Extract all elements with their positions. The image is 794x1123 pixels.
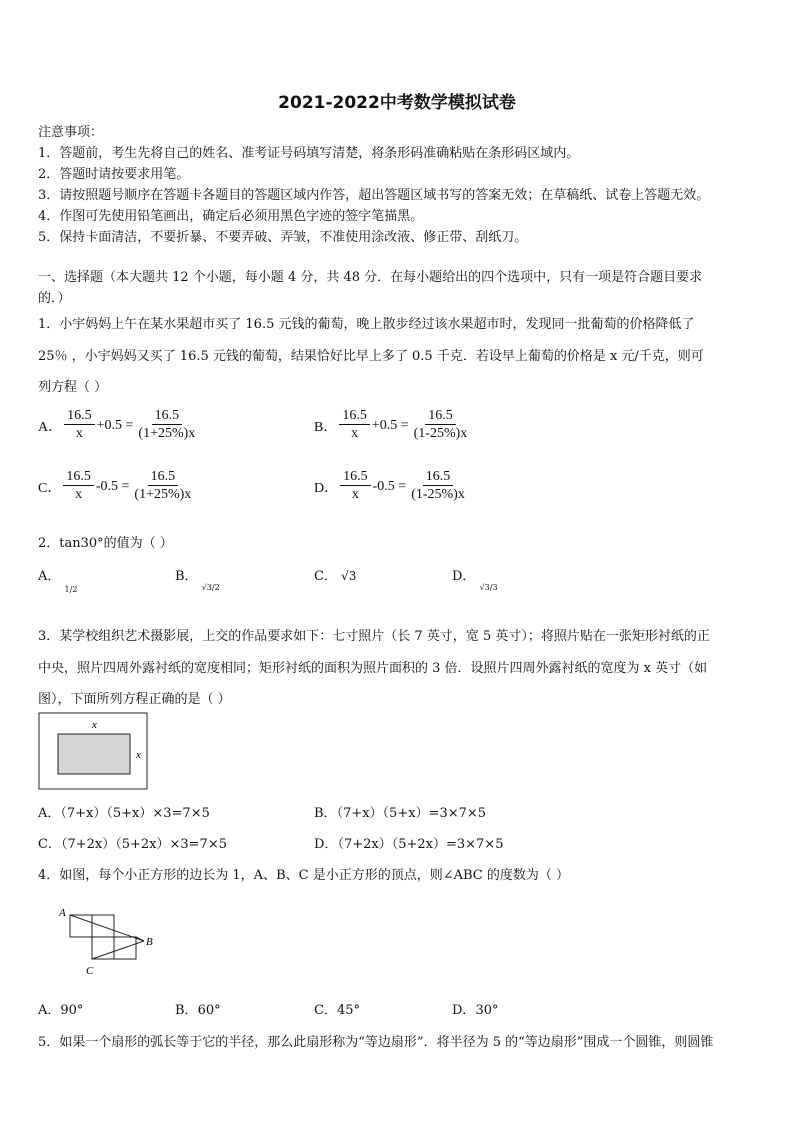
fraction: $\frac{16.5}{x}$: [340, 469, 371, 504]
photo-frame-figure: [38, 712, 150, 792]
option-label: C．: [314, 569, 337, 584]
photo-rect: [58, 734, 130, 774]
option-label: B．: [175, 1003, 198, 1018]
option-label: A．: [38, 1003, 61, 1018]
fraction: $\frac{16.5}{(1-25\%)x}$: [413, 408, 468, 441]
q2-stem: 2．tan30°的值为（ ）: [38, 536, 173, 551]
option-label: D．: [452, 569, 476, 584]
operator: -0.5 =: [95, 478, 130, 494]
page-title: 2021-2022中考数学模拟试卷: [278, 93, 516, 113]
option-text: 60°: [197, 1003, 221, 1018]
option-label: D．: [314, 837, 338, 852]
option-text: （7+x）（5+x）×3=7×5: [60, 806, 210, 821]
note-item: 2．答题时请按要求用笔。: [38, 167, 190, 182]
option-label: A．: [38, 419, 63, 435]
option-label: C．: [314, 1003, 337, 1018]
option-text: 90°: [60, 1003, 84, 1018]
q3-option-c[interactable]: [38, 833, 227, 852]
fraction: $\frac{16.5}{(1-25\%)x}$: [411, 469, 465, 502]
grid-angle-figure: [56, 903, 166, 981]
note-item: 3．请按照题号顺序在答题卡各题目的答题区域内作答，超出答题区域书写的答案无效；在草稿纸、试卷上答题无效。: [38, 188, 710, 203]
option-label: B．: [175, 569, 198, 584]
note-item: 5．保持卡面清洁，不要折暴、不要弄破、弄皱，不准使用涂改液、修正带、刮纸刀。: [38, 230, 528, 245]
q3-stem-line3: 图），下面所列方程正确的是（ ）: [38, 692, 231, 707]
operator: -0.5 =: [372, 478, 407, 494]
option-text: （7+x）（5+x）=3×7×5: [336, 806, 487, 821]
q3-stem-line1: 3．某学校组织艺术摄影展，上交的作品要求如下：七寸照片（长 7 英寸，宽 5 英寸）；将照片贴在一张矩形衬纸的正: [38, 629, 710, 644]
q4-option-a[interactable]: [38, 999, 83, 1018]
option-label: C．: [38, 480, 62, 496]
section-heading: 一、选择题（本大题共 12 个小题，每小题 4 分，共 48 分．在每小题给出的四个选项中，只有一项是符合题目要求: [38, 270, 703, 285]
q4-option-b[interactable]: [175, 999, 221, 1018]
option-label: C．: [38, 837, 61, 852]
fraction: $\frac{16.5}{(1+25\%)x}$: [134, 469, 192, 502]
q5-stem-line1: 5．如果一个扇形的弧长等于它的半径，那么此扇形称为“等边扇形”．将半径为 5 的“等边扇形”围成一个圆锥，则圆锥: [38, 1035, 714, 1050]
option-value: 1/2: [64, 585, 78, 594]
option-text: （7+2x）（5+2x）×3=7×5: [60, 837, 227, 852]
option-value: √3: [341, 569, 357, 583]
q1-option-a[interactable]: [38, 408, 200, 443]
q3-option-a[interactable]: [38, 802, 210, 821]
note-item: 1．答题前，考生先将自己的姓名、准考证号码填写清楚，将条形码准确粘贴在条形码区域内。: [38, 146, 580, 161]
fig-label-top: x: [92, 719, 97, 731]
q1-stem-line1: 1．小宇妈妈上午在某水果超市买了 16.5 元钱的葡萄，晚上散步经过该水果超市时，发现同一批葡萄的价格降低了: [38, 317, 695, 332]
option-text: 45°: [336, 1003, 360, 1018]
fraction: $\frac{16.5}{x}$: [63, 469, 94, 504]
option-label: A．: [38, 569, 61, 584]
option-value: √3/3: [479, 583, 498, 592]
option-label: D．: [314, 480, 339, 496]
q4-option-d[interactable]: [452, 999, 498, 1018]
option-label: B．: [314, 419, 338, 435]
q3-stem-line2: 中央，照片四周外露衬纸的宽度相同；矩形衬纸的面积为照片面积的 3 倍．设照片四周外露衬纸的宽度为 x 英寸（如: [38, 661, 708, 676]
q1-stem-line2: 25％ ，小宇妈妈又买了 16.5 元钱的葡萄，结果恰好比早上多了 0.5 千克．若设早上葡萄的价格是 x 元/千克，则可: [38, 349, 704, 364]
q2-option-a[interactable]: [38, 565, 78, 594]
q2-option-c[interactable]: [314, 565, 356, 584]
q1-option-c[interactable]: [38, 469, 196, 504]
operator: +0.5 =: [96, 417, 134, 433]
q2-option-d[interactable]: [452, 565, 498, 592]
q1-option-d[interactable]: [314, 469, 470, 504]
option-text: 30°: [475, 1003, 499, 1018]
option-value: √3/2: [201, 583, 220, 592]
point-a-label: A: [59, 907, 66, 919]
grid-square: [70, 915, 92, 937]
q4-option-c[interactable]: [314, 999, 360, 1018]
grid-square: [92, 915, 114, 937]
note-item: 4．作图可先使用铅笔画出，确定后必须用黑色字迹的签字笔描黑。: [38, 209, 424, 224]
fig-label-right: x: [136, 749, 141, 761]
q4-stem: 4．如图，每个小正方形的边长为 1，A、B、C 是小正方形的顶点，则∠ABC 的度数为（ ）: [38, 868, 569, 883]
option-label: B．: [314, 806, 337, 821]
fraction: $\frac{16.5}{(1+25\%)x}$: [138, 408, 196, 441]
fraction: $\frac{16.5}{x}$: [64, 408, 95, 443]
q1-stem-line3: 列方程（ ）: [38, 380, 108, 395]
q2-option-b[interactable]: [175, 565, 220, 592]
option-label: A．: [38, 806, 61, 821]
section-heading-cont: 的．）: [38, 291, 71, 306]
point-b-label: B: [146, 936, 153, 948]
q3-option-b[interactable]: [314, 802, 486, 821]
notes-heading: 注意事项：: [38, 125, 104, 140]
option-text: （7+2x）（5+2x）=3×7×5: [337, 837, 504, 852]
fraction: $\frac{16.5}{x}$: [339, 408, 370, 443]
q1-option-b[interactable]: [314, 408, 472, 443]
point-c-label: C: [86, 965, 94, 977]
operator: +0.5 =: [371, 417, 409, 433]
option-label: D．: [452, 1003, 476, 1018]
q3-option-d[interactable]: [314, 833, 503, 852]
